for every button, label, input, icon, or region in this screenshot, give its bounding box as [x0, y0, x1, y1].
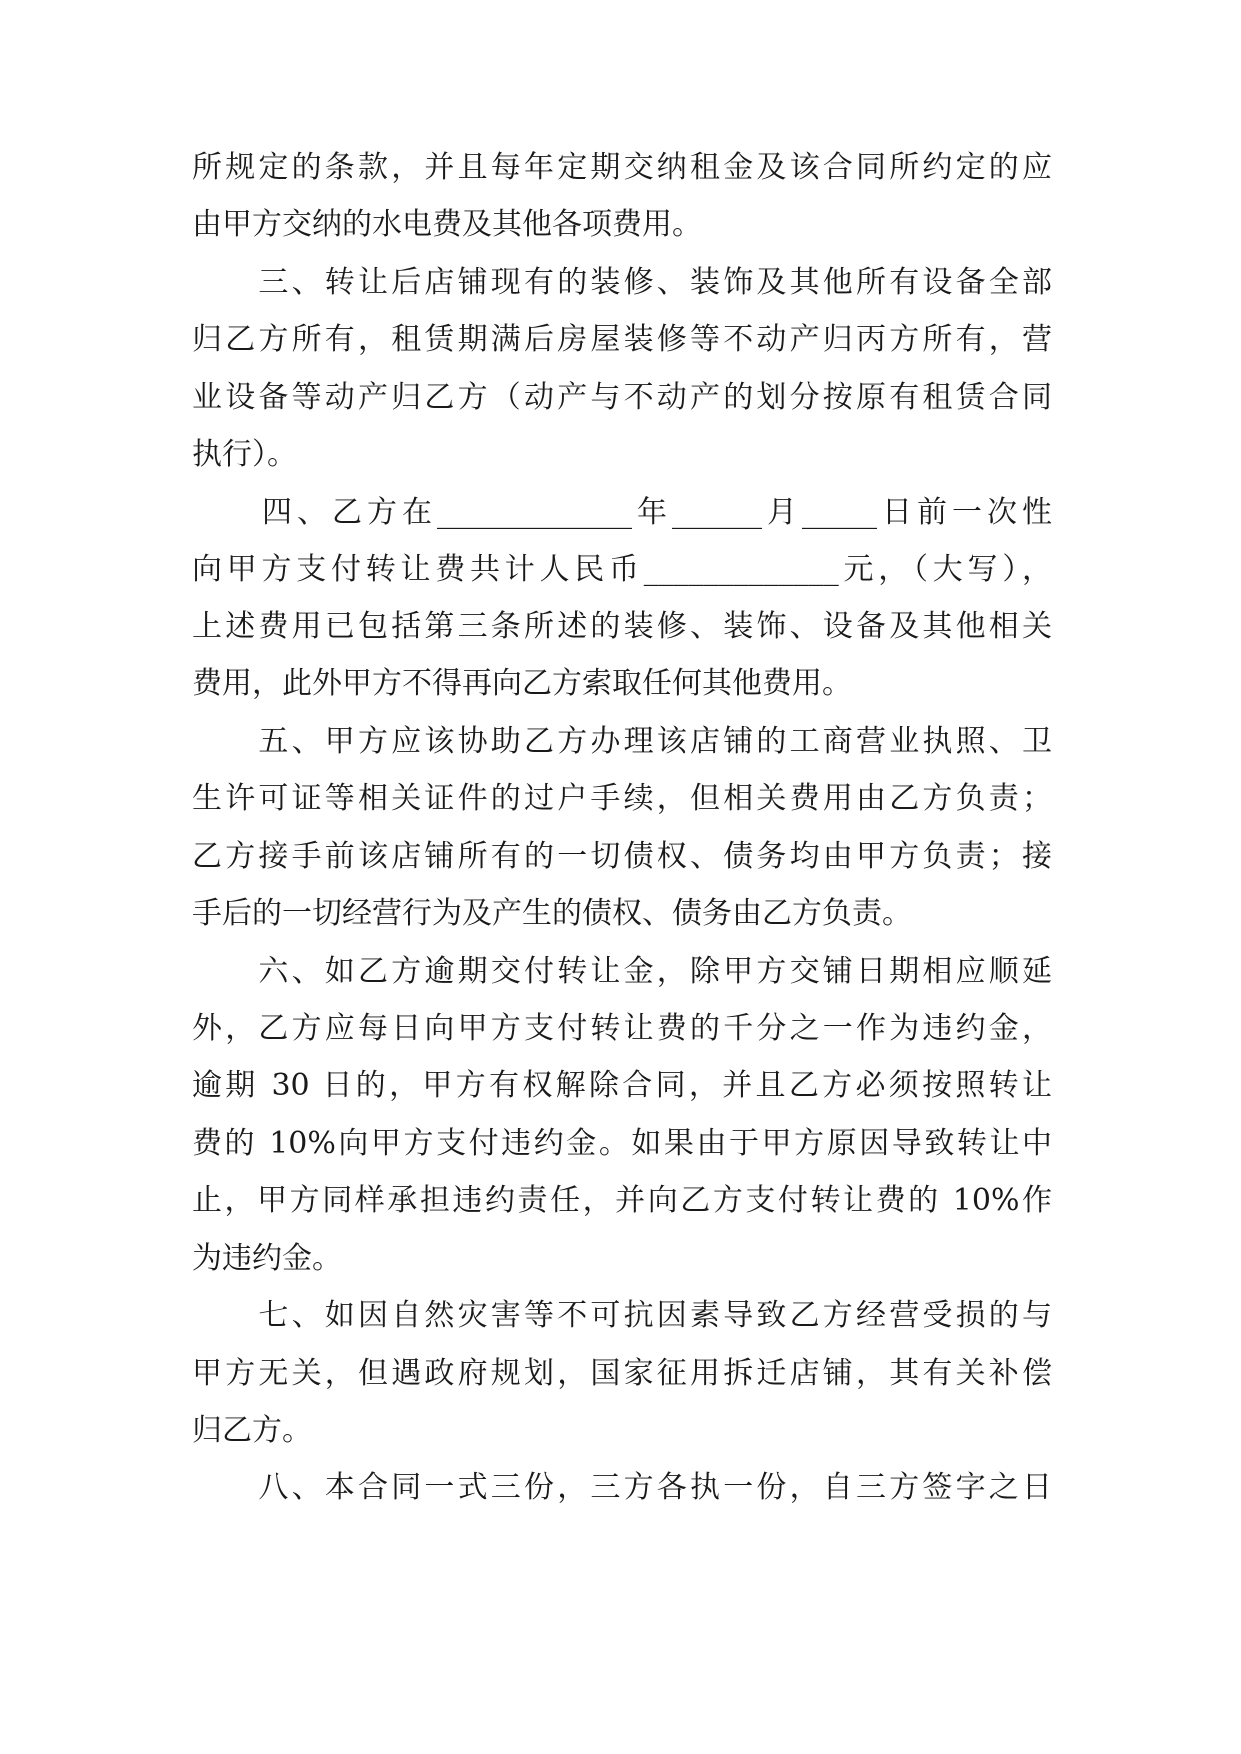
text-line: 费用，此外甲方不得再向乙方索取任何其他费用。: [192, 666, 852, 701]
text-line: 归乙方。: [192, 1413, 312, 1448]
text-line: 手后的一切经营行为及产生的债权、债务由乙方负责。: [192, 896, 912, 931]
text-line: 止，甲方同样承担违约责任，并向乙方支付转让费的 10%作: [192, 1183, 1052, 1218]
text-line: 五、甲方应该协助乙方办理该店铺的工商营业执照、卫: [192, 724, 1052, 759]
text-line: 甲方无关，但遇政府规划，国家征用拆迁店铺，其有关补偿: [192, 1356, 1052, 1391]
text-line: 生许可证等相关证件的过户手续，但相关费用由乙方负责；: [192, 781, 1052, 816]
text-line: 乙方接手前该店铺所有的一切债权、债务均由甲方负责；接: [192, 839, 1052, 874]
text-line: 逾期 30 日的，甲方有权解除合同，并且乙方必须按照转让: [192, 1068, 1052, 1103]
text-line: 费的 10%向甲方支付违约金。如果由于甲方原因导致转让中: [192, 1126, 1052, 1161]
text-line: 业设备等动产归乙方（动产与不动产的划分按原有租赁合同: [192, 380, 1052, 415]
text-line: 八、本合同一式三份，三方各执一份，自三方签字之日: [192, 1470, 1052, 1505]
text-line: 四、乙方在_____________年______月_____日前一次性: [192, 495, 1052, 530]
text-line: 执行）。: [192, 437, 297, 472]
text-line: 外，乙方应每日向甲方支付转让费的千分之一作为违约金，: [192, 1011, 1052, 1046]
text-line: 三、转让后店铺现有的装修、装饰及其他所有设备全部: [192, 265, 1052, 300]
text-line: 六、如乙方逾期交付转让金，除甲方交铺日期相应顺延: [192, 954, 1052, 989]
text-line: 向甲方支付转让费共计人民币_____________元，（大写），: [192, 552, 1052, 587]
text-line: 所规定的条款，并且每年定期交纳租金及该合同所约定的应: [192, 150, 1052, 185]
text-line: 由甲方交纳的水电费及其他各项费用。: [192, 207, 702, 242]
text-line: 七、如因自然灾害等不可抗因素导致乙方经营受损的与: [192, 1298, 1052, 1333]
text-line: 上述费用已包括第三条所述的装修、装饰、设备及其他相关: [192, 609, 1052, 644]
text-line: 归乙方所有，租赁期满后房屋装修等不动产归丙方所有，营: [192, 322, 1052, 357]
text-line: 为违约金。: [192, 1241, 342, 1276]
